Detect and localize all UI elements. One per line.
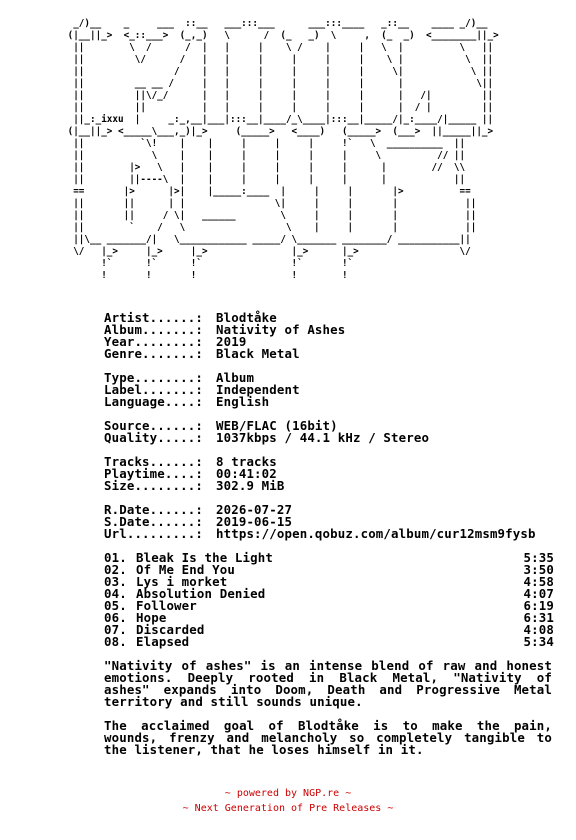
album-value: Nativity of Ashes: [216, 322, 346, 337]
track-title: Absolution Denied: [136, 586, 266, 601]
track-row: [104, 636, 554, 648]
ascii-art-logo: _/)__ _ ___ ::__ ___:::___ ___:::____ _::__ ____ _/)__ (|__||_> <_::___> (_,_) \ / (_ _) \ , (_ _) <________||_> || \ / / | | | \ / | | \ | \ || || \/ / | | | | | | \ | \ || || / | | | | | | \| \ || || __ __ / | | | | | | | \|| || ||\/_/ | | | | | | | /| || || || | | | | | | | / | || ||_:_ixxu | _:_,__|___|:::__|____/_\____|:::__|_____/|_:____/|_____ || (|__||_> <_____\___,_)|_> (_____> <____) (_____> (___> ||_____||_> || `\! | | | | | !` \ __________ || || \ | | | | | | \ // || || |> \ | | | | | | | // \\ || ||----\ | | | | | | | || == |> |>| |_____:____ | | | |> == || || | | \| | | | || || || / \| ______ \ | | | || || ` / \ \ | | | || ||\__ _______/| \____________ _____/ \_______ ________/ ___________|| \/ |_> |_> |_> |_> |_> \/ !` !` !` !` !` ! ! ! ! !: [67, 18, 499, 281]
track-duration: 5:34: [523, 634, 554, 649]
field-key: Url.........:: [104, 526, 203, 541]
track-title: Elapsed: [136, 634, 190, 649]
field-key: Tracks......:: [104, 454, 203, 469]
track-title: Of Me End You: [136, 562, 235, 577]
track-number: 02.: [104, 562, 127, 577]
footer-tagline: ~ Next Generation of Pre Releases ~: [182, 803, 394, 814]
field-key: Playtime....:: [104, 466, 203, 481]
description-paragraph: The acclaimed goal of Blodtåke is to make the pain, wounds, frenzy and melancholy so completely tangible to the listener, that he loses himself in it.: [104, 718, 552, 757]
sdate-value: 2019-06-15: [216, 514, 293, 529]
tracks-value: 8 tracks: [216, 454, 277, 469]
track-duration: 3:50: [523, 562, 554, 577]
track-number: 05.: [104, 598, 127, 613]
track-number: 08.: [104, 634, 127, 649]
track-title: Bleak Is the Light: [136, 550, 273, 565]
field-key: Source......:: [104, 418, 203, 433]
track-number: 04.: [104, 586, 127, 601]
type-value: Album: [216, 370, 255, 385]
field-key: Label.......:: [104, 382, 203, 397]
field-key: Artist......:: [104, 310, 203, 325]
quality-value: 1037kbps / 44.1 kHz / Stereo: [216, 430, 430, 445]
track-row: [104, 600, 554, 612]
field-url: [104, 528, 554, 540]
track-title: Hope: [136, 610, 167, 625]
language-value: English: [216, 394, 270, 409]
year-value: 2019: [216, 334, 247, 349]
playtime-value: 00:41:02: [216, 466, 277, 481]
rdate-value: 2026-07-27: [216, 502, 293, 517]
track-number: 01.: [104, 550, 127, 565]
field-key: Language....:: [104, 394, 203, 409]
track-title: Follower: [136, 598, 197, 613]
track-duration: 4:08: [523, 622, 554, 637]
source-value: WEB/FLAC (16bit): [216, 418, 338, 433]
field-key: Year........:: [104, 334, 203, 349]
url-value: https://open.qobuz.com/album/cur12msm9fysb: [216, 526, 536, 541]
track-number: 07.: [104, 622, 127, 637]
field-key: R.Date......:: [104, 502, 203, 517]
track-number: 03.: [104, 574, 127, 589]
track-duration: 4:58: [523, 574, 554, 589]
field-key: Type........:: [104, 370, 203, 385]
track-duration: 6:31: [523, 610, 554, 625]
track-title: Discarded: [136, 622, 205, 637]
field-language: [104, 396, 554, 408]
footer-powered-by: ~ powered by NGP.re ~: [224, 788, 352, 799]
field-genre: [104, 348, 554, 360]
track-duration: 4:07: [523, 586, 554, 601]
field-key: Size........:: [104, 478, 203, 493]
tracklist: [104, 552, 554, 648]
genre-value: Black Metal: [216, 346, 300, 361]
release-info: [104, 312, 554, 756]
track-title: Lys i morket: [136, 574, 228, 589]
description-paragraph: "Nativity of ashes" is an intense blend of raw and honest emotions. Deeply rooted in Black Metal, "Nativity of ashes" expands into Doom, Death and Progressive Metal territory and still sounds unique.: [104, 658, 552, 709]
track-number: 06.: [104, 610, 127, 625]
field-key: S.Date......:: [104, 514, 203, 529]
nfo-document: [0, 10, 576, 840]
track-duration: 6:19: [523, 598, 554, 613]
artist-value: Blodtåke: [216, 310, 277, 325]
field-key: Quality.....:: [104, 430, 203, 445]
label-value: Independent: [216, 382, 300, 397]
field-quality: [104, 432, 554, 444]
field-size: [104, 480, 554, 492]
field-key: Album.......:: [104, 322, 203, 337]
track-duration: 5:35: [523, 550, 554, 565]
size-value: 302.9 MiB: [216, 478, 285, 493]
field-key: Genre.......:: [104, 346, 203, 361]
